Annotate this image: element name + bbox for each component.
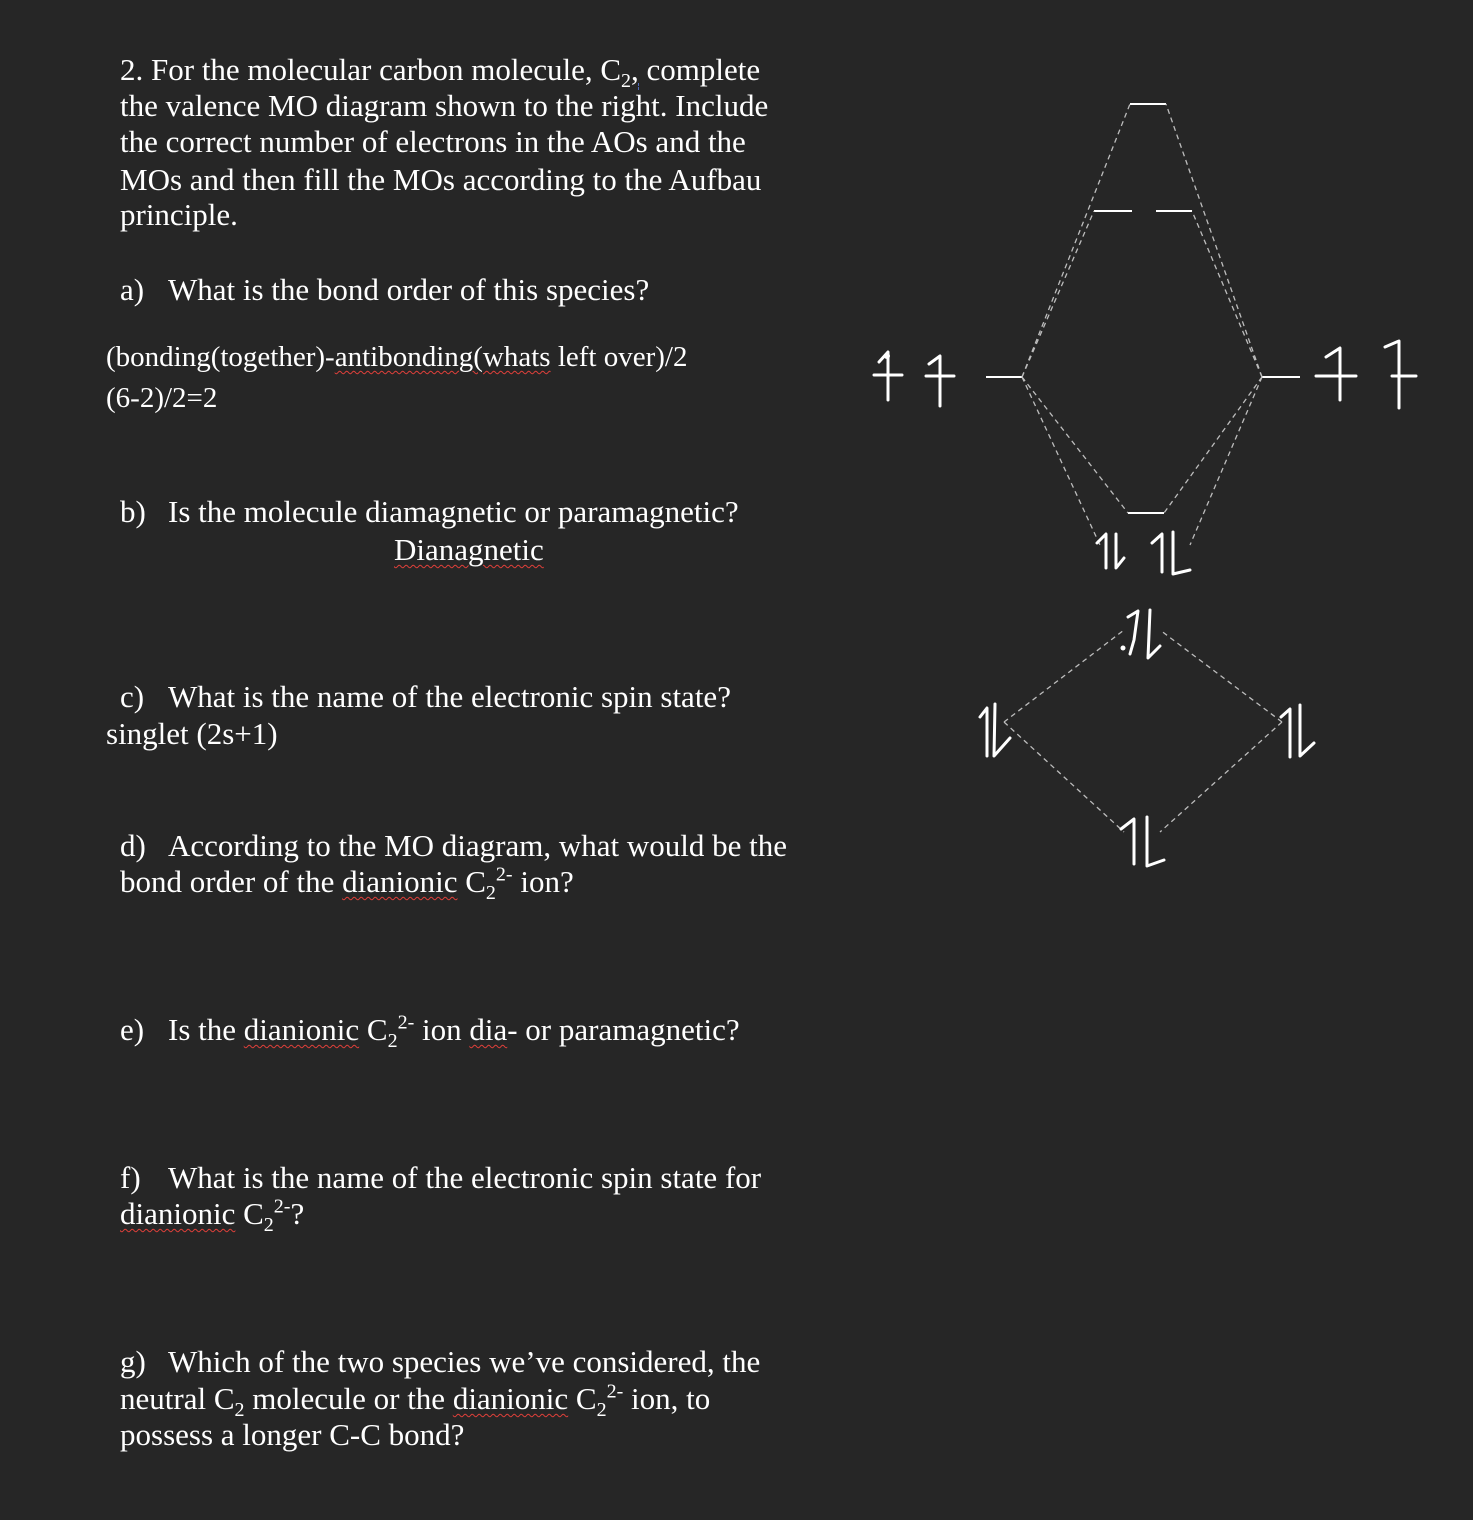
question-e-pre: Is the [168,1012,244,1047]
question-e-post: - or paramagnetic? [507,1012,740,1047]
question-e-mid: ion [414,1012,470,1047]
electrons-right-2p [1316,341,1416,408]
question-g-dianionic: dianionic [452,1381,569,1416]
question-e-label: e) [120,1012,145,1047]
question-f-c: C [235,1196,264,1231]
question-g-label: g) [120,1344,146,1379]
question-g-sub: 2 [234,1399,245,1422]
grammar-mark: , [631,52,639,87]
question-d-sup: 2- [495,863,513,886]
answer-c[interactable]: singlet (2s+1) [106,716,278,751]
question-g-sup: 2- [606,1380,624,1403]
intro-line-4: MOs and then fill the MOs according to the Aufbau [120,162,762,197]
question-g-line-3: possess a longer C-C bond? [120,1417,465,1452]
question-a-text: What is the bond order of this species? [168,272,650,307]
electrons-left-2p [874,352,954,406]
question-e-sup: 2- [397,1011,415,1034]
question-e-sub: 2 [387,1030,398,1053]
question-g-text: Which of the two species we’ve considered, the [168,1344,761,1379]
question-d-dianionic: dianionic [342,864,458,899]
question-g-c: C [568,1381,597,1416]
question-f-sub: 2 [263,1214,274,1237]
electrons-sigma-2p-bonding [1121,610,1161,658]
question-e-dianionic: dianionic [243,1012,360,1047]
electrons-left-2s [980,704,1010,756]
correlation-lines-2p [1022,104,1262,545]
question-b-text: Is the molecule diamagnetic or paramagnetic? [168,494,739,529]
question-f-post: ? [290,1196,305,1231]
question-d-c: C [457,864,486,899]
question-f-sup: 2- [273,1195,291,1218]
question-g-l2-pre: neutral C [120,1381,235,1416]
intro-line-1-end: complete [638,52,761,87]
question-b-label: b) [120,494,146,529]
correlation-lines-2s [1004,630,1282,832]
electrons-right-2s [1281,705,1314,757]
subscript-2: 2 [621,70,632,93]
answer-a-misspelled: antibonding(whats [334,341,551,373]
answer-a-part-1: (bonding(together)- [106,341,335,373]
intro-line-3: the correct number of electrons in the AOs and the [120,124,746,159]
intro-line-5: principle. [120,197,238,232]
question-e-dia: dia [469,1012,508,1047]
question-d-label: d) [120,828,146,863]
question-d-sub: 2 [485,882,496,905]
intro-line-1-text: 2. For the molecular carbon molecule, C [120,52,622,87]
question-c-label: c) [120,679,145,714]
question-e-c: C [359,1012,388,1047]
question-d-text: According to the MO diagram, what would be the [168,828,787,863]
question-g-mid: molecule or the [244,1381,453,1416]
answer-a-part-3: left over)/2 [550,341,688,373]
question-g-sub2: 2 [596,1399,607,1422]
question-f-label: f) [120,1160,141,1195]
question-a-label: a) [120,272,145,307]
question-g-post: ion, to [623,1381,711,1416]
question-f-text: What is the name of the electronic spin state for [168,1160,762,1195]
question-d-l2-post: ion? [512,864,574,899]
electrons-pi-2p-bonding [1097,532,1190,574]
question-c-text: What is the name of the electronic spin state? [168,679,731,714]
electrons-sigma-2s-bonding [1121,817,1164,866]
answer-a-line-2[interactable]: (6-2)/2=2 [106,382,218,414]
question-f-dianionic: dianionic [120,1196,236,1231]
intro-line-2: the valence MO diagram shown to the right. Include [120,88,769,123]
answer-b-text: Dianagnetic [394,532,544,567]
question-d-l2-pre: bond order of the [120,864,343,899]
